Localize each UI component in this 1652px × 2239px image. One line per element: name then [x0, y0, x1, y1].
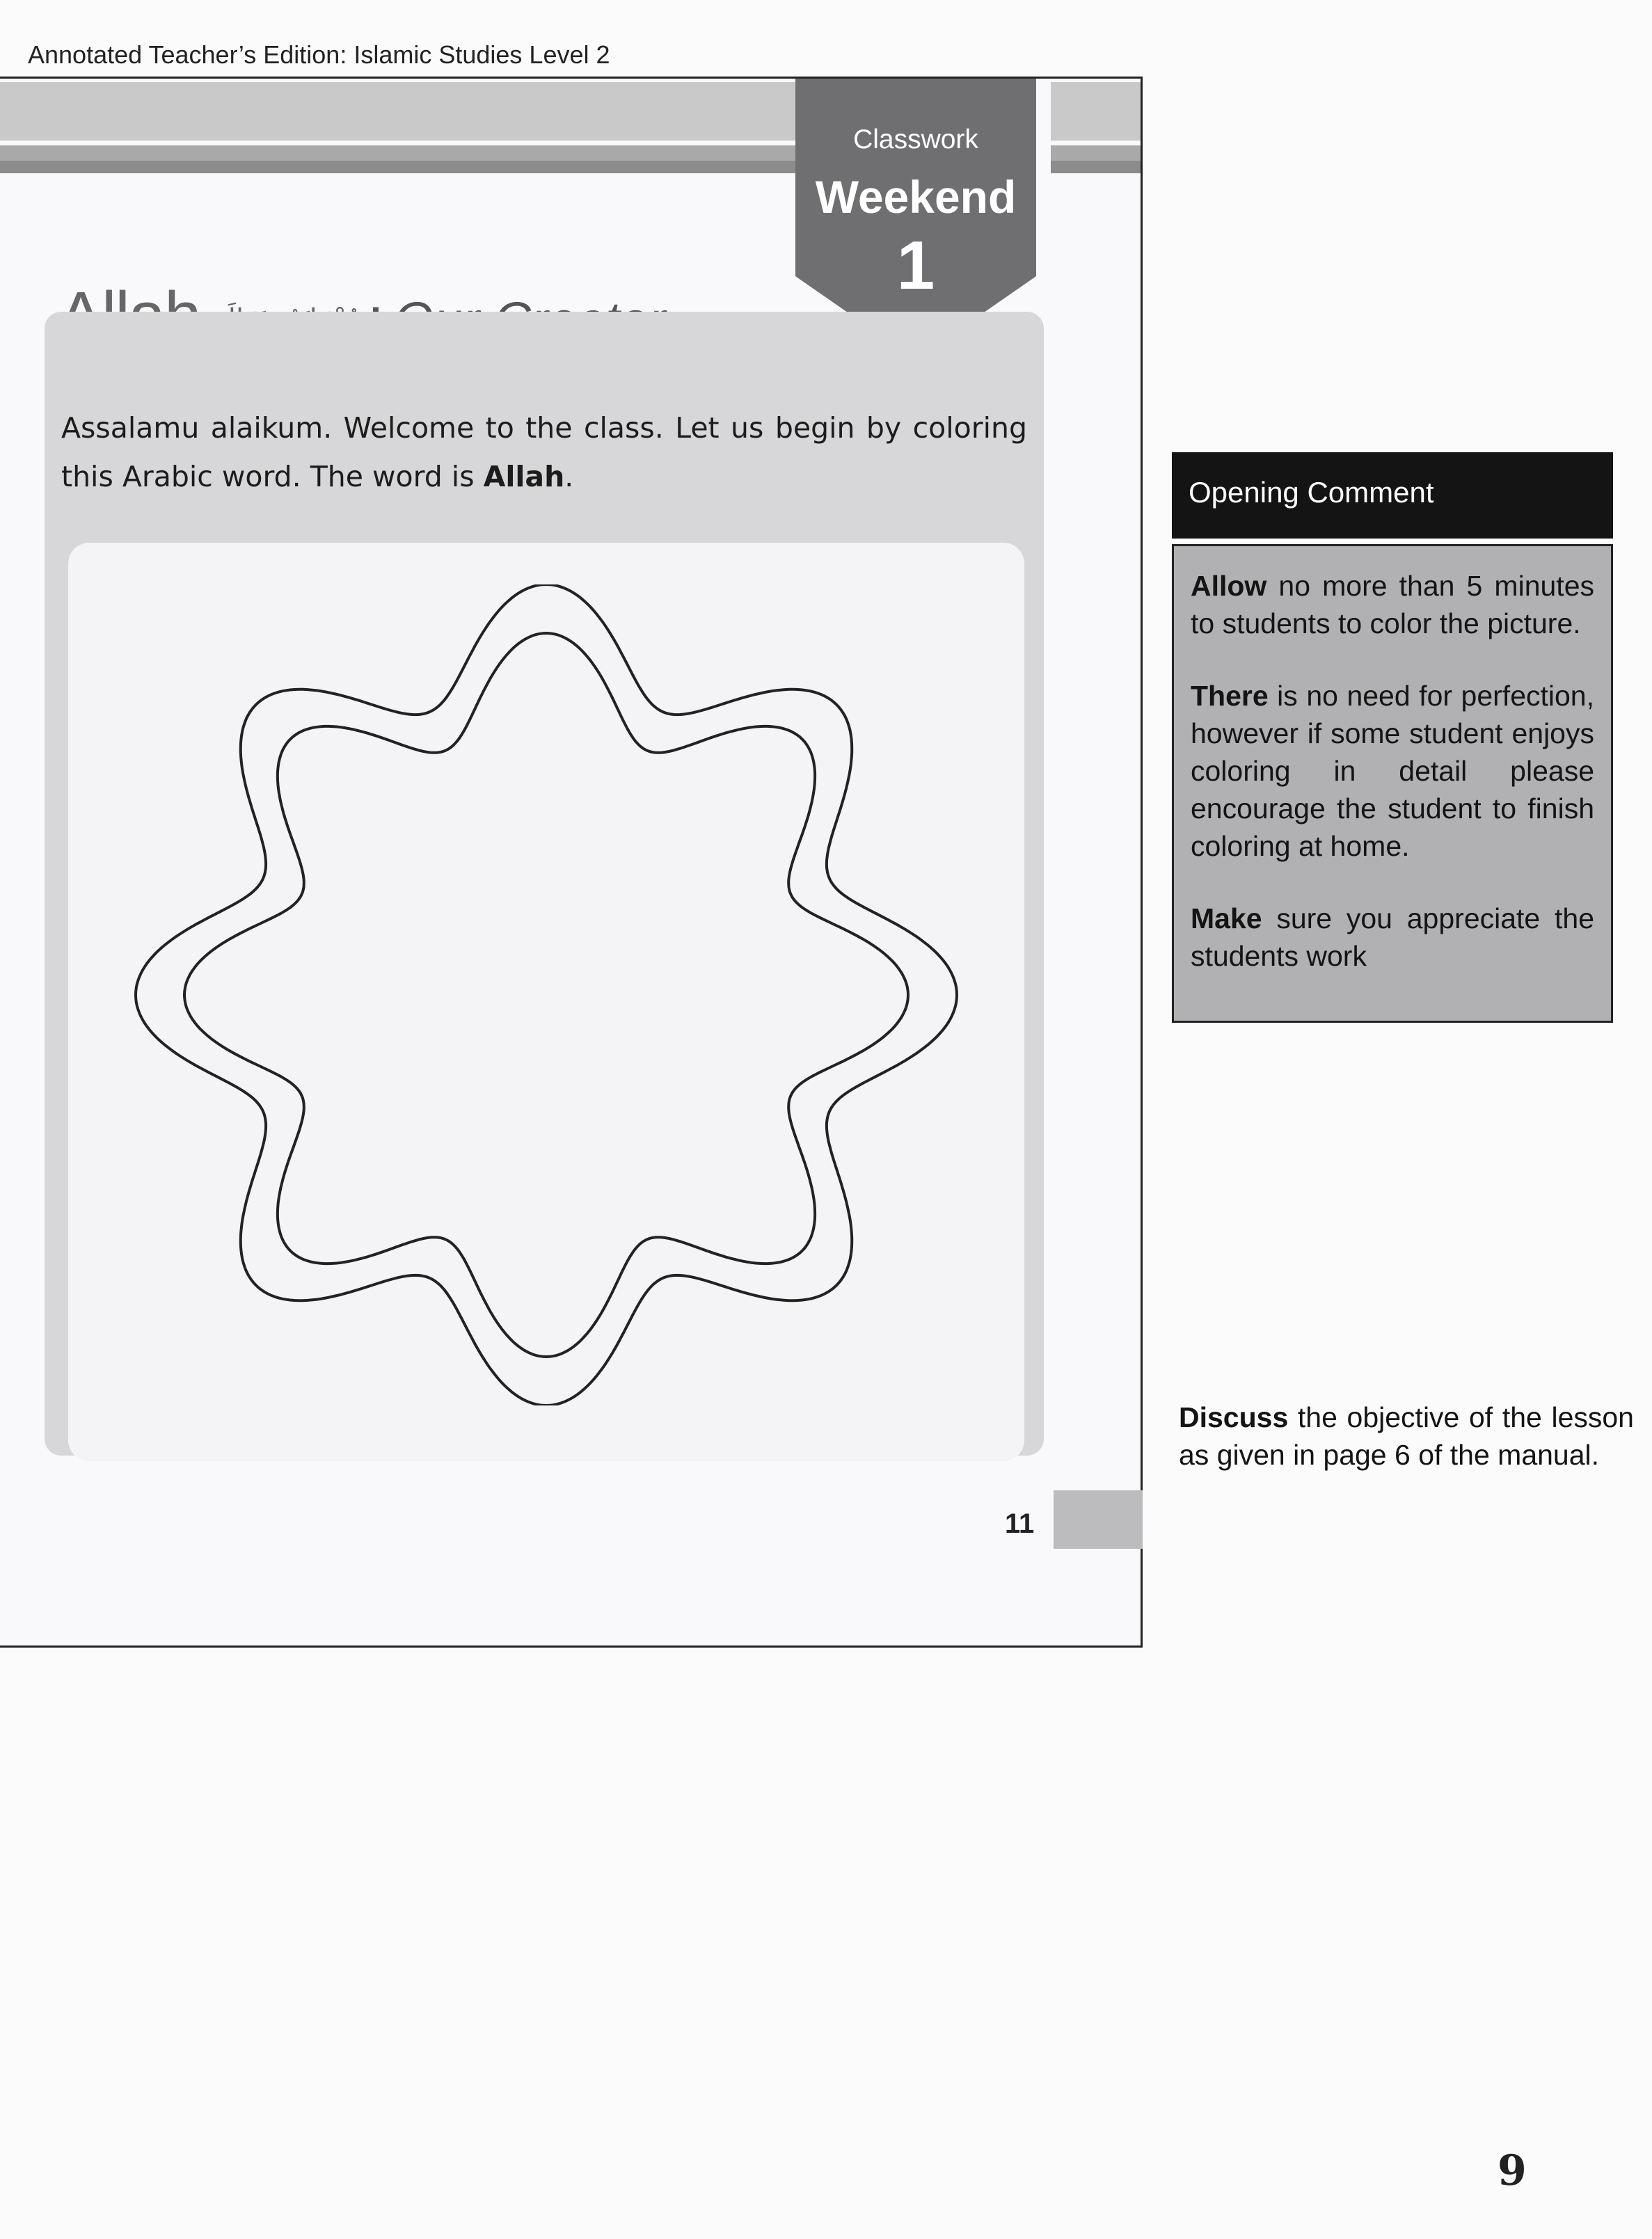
intro-text: [61, 404, 1027, 501]
note-item: [1191, 567, 1594, 642]
student-page-number: 11: [1005, 1508, 1035, 1539]
note-item-keyword: Allow: [1191, 570, 1267, 602]
header-band: [0, 161, 800, 173]
star-frame-svg: [111, 584, 981, 1405]
note-item-text: sure you appreciate the students work: [1191, 902, 1594, 972]
page-tab: [1054, 1490, 1143, 1549]
note-item: [1191, 677, 1594, 865]
header-band: [0, 82, 800, 141]
discuss-keyword: Discuss: [1179, 1401, 1289, 1433]
opening-comment-box: [1172, 544, 1613, 1023]
star-frame-outer: [136, 584, 957, 1405]
discuss-note: [1179, 1399, 1634, 1474]
note-item-keyword: Make: [1191, 902, 1262, 934]
intro-text-start: Assalamu alaikum. Welcome to the class. Let us begin by coloring this Arabic word. The word is: [61, 411, 1027, 493]
note-item-text: is no need for perfection, however if some student enjoys coloring in detail please encourage the student to finish coloring at home.: [1191, 680, 1594, 862]
intro-text-end: .: [564, 460, 574, 493]
coloring-art: [111, 584, 981, 1409]
header-band: [1051, 161, 1143, 173]
badge-label-large: Weekend: [815, 171, 1017, 223]
running-header: Annotated Teacher’s Edition: Islamic Studies Level 2: [28, 40, 610, 69]
note-item-keyword: There: [1191, 680, 1269, 712]
opening-comment-header: Opening Comment: [1172, 452, 1613, 539]
header-band: [1051, 82, 1143, 141]
note-item: [1191, 900, 1594, 975]
discuss-text: the objective of the lesson as given in page 6 of the manual.: [1179, 1401, 1634, 1471]
badge-label-small: Classwork: [853, 125, 978, 154]
star-frame-inner: [184, 633, 908, 1357]
badge-number: 1: [896, 227, 935, 303]
page-number: 9: [1498, 2146, 1527, 2195]
intro-text-bold: Allah: [483, 460, 565, 493]
note-item-text: no more than 5 minutes to students to color the picture.: [1191, 570, 1594, 639]
